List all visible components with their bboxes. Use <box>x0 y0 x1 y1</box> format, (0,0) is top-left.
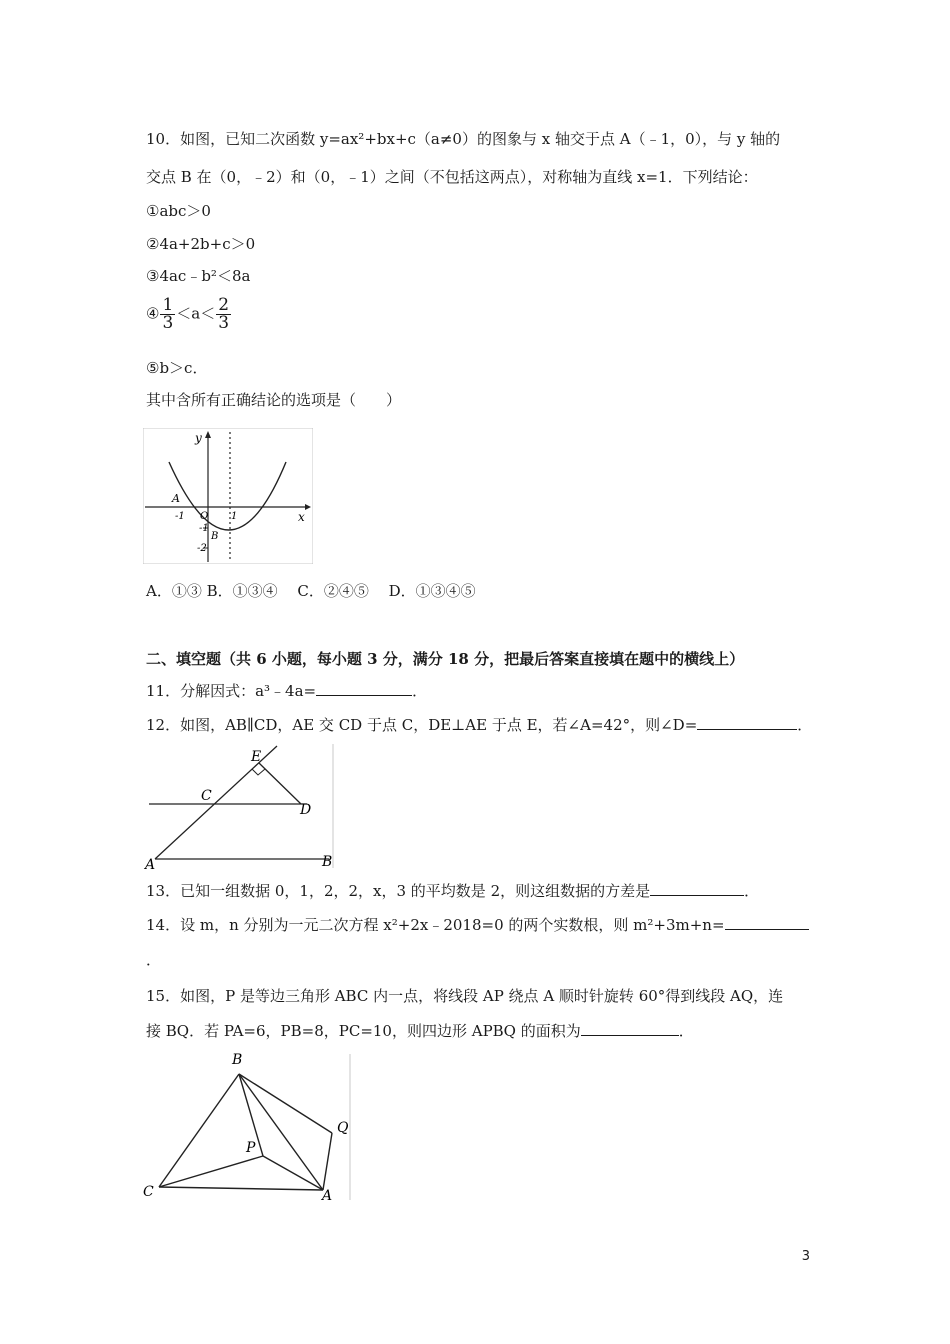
x-axis-label: x <box>298 510 305 524</box>
segment-cp <box>159 1156 263 1187</box>
q14-answer-blank[interactable] <box>725 915 809 930</box>
q10-conclusion-1: ①abc＞0 <box>146 202 211 220</box>
q10-conclusion-5: ⑤b＞c． <box>146 359 208 377</box>
q11-end: ． <box>412 682 428 700</box>
q10-prompt: 其中含所有正确结论的选项是（ ） <box>146 391 402 409</box>
fraction-two-thirds <box>216 297 231 332</box>
tick-label-x-neg1: -1 <box>175 511 185 522</box>
label-b: B <box>232 1052 243 1068</box>
section2-heading: 二、填空题（共 6 小题，每小题 3 分，满分 18 分，把最后答案直接填在题中的横线上） <box>146 650 745 668</box>
segment-bc <box>159 1074 239 1187</box>
label-c: C <box>143 1184 154 1200</box>
q15-line1: 15．如图，P 是等边三角形 ABC 内一点，将线段 AP 绕点 A 顺时针旋转 60°得到线段 AQ，连 <box>146 987 784 1005</box>
label-d: D <box>300 802 312 818</box>
q11-text: 11．分解因式：a³﹣4a= <box>146 682 317 700</box>
q13-text: 13．已知一组数据 0，1，2，2，x，3 的平均数是 2，则这组数据的方差是 <box>146 882 651 900</box>
line-de <box>259 763 301 804</box>
q12-text: 12．如图，AB∥CD，AE 交 CD 于点 C，DE⊥AE 于点 E，若∠A=42°，则∠D= <box>146 716 698 734</box>
segment-pa <box>263 1156 323 1190</box>
q14-end: ． <box>146 951 162 969</box>
q10-c4-prefix: ④ <box>146 304 160 323</box>
label-q: Q <box>337 1120 349 1136</box>
parabola-curve <box>169 462 286 530</box>
frac-numerator: 2 <box>218 295 230 315</box>
label-c: C <box>201 788 212 804</box>
q15-line2-wrap <box>146 1020 694 1041</box>
q13-answer-blank[interactable] <box>650 881 744 896</box>
q12 <box>146 714 812 735</box>
parallel-lines-figure <box>143 742 338 870</box>
frac-denominator: 3 <box>162 313 174 333</box>
triangle-figure <box>140 1046 354 1202</box>
q13-end: ． <box>744 882 760 900</box>
tick-label-x-1: 1 <box>231 511 238 522</box>
q10-c4-mid: ＜a＜ <box>176 304 216 323</box>
segment-ba <box>239 1074 323 1190</box>
segment-ca <box>159 1187 323 1190</box>
q11-answer-blank[interactable] <box>316 681 412 696</box>
x-axis-arrow <box>305 504 311 510</box>
fraction-one-third <box>160 297 175 332</box>
label-b: B <box>322 854 333 870</box>
y-axis-arrow <box>205 431 211 438</box>
segment-qa <box>323 1133 332 1190</box>
frac-denominator: 3 <box>218 313 230 333</box>
q15-end: ． <box>678 1022 694 1040</box>
q10-options: A．①③ B．①③④ C．②④⑤ D．①③④⑤ <box>146 582 476 600</box>
page-number: 3 <box>801 1249 810 1264</box>
graph-frame <box>143 428 313 564</box>
label-a: A <box>322 1188 333 1202</box>
q13 <box>146 880 759 901</box>
q10-conclusion-4 <box>146 297 232 332</box>
label-p: P <box>246 1140 256 1156</box>
label-a: A <box>145 857 156 870</box>
parabola-graph <box>143 428 313 564</box>
point-a-label: A <box>172 492 180 505</box>
origin-label: O <box>200 511 209 522</box>
q15-line2: 接 BQ．若 PA=6，PB=8，PC=10，则四边形 APBQ 的面积为 <box>146 1022 581 1040</box>
tick-label-y-neg2: -2 <box>197 543 207 554</box>
label-e: E <box>251 749 262 765</box>
point-b-label: B <box>211 531 219 542</box>
q10-conclusion-3: ③4ac﹣b²＜8a <box>146 267 251 285</box>
frac-numerator: 1 <box>162 295 174 315</box>
q10-conclusion-2: ②4a+2b+c＞0 <box>146 235 256 253</box>
q14-text: 14．设 m，n 分别为一元二次方程 x²+2x﹣2018=0 的两个实数根，则 m²+3m+n= <box>146 916 725 934</box>
q12-answer-blank[interactable] <box>697 715 797 730</box>
q15-answer-blank[interactable] <box>581 1021 679 1036</box>
q10-line2: 交点 B 在（0，﹣2）和（0，﹣1）之间（不包括这两点），对称轴为直线 x=1．下列结论： <box>146 168 758 186</box>
q14 <box>146 914 809 935</box>
tick-label-y-neg1: -1 <box>199 523 209 534</box>
q10-line1: 10．如图，已知二次函数 y=ax²+bx+c（a≠0）的图象与 x 轴交于点 A（﹣1，0），与 y 轴的 <box>146 130 781 148</box>
y-axis-label: y <box>195 431 202 445</box>
right-angle-mark <box>252 769 265 775</box>
q11 <box>146 680 427 701</box>
q12-end: ． <box>797 716 813 734</box>
